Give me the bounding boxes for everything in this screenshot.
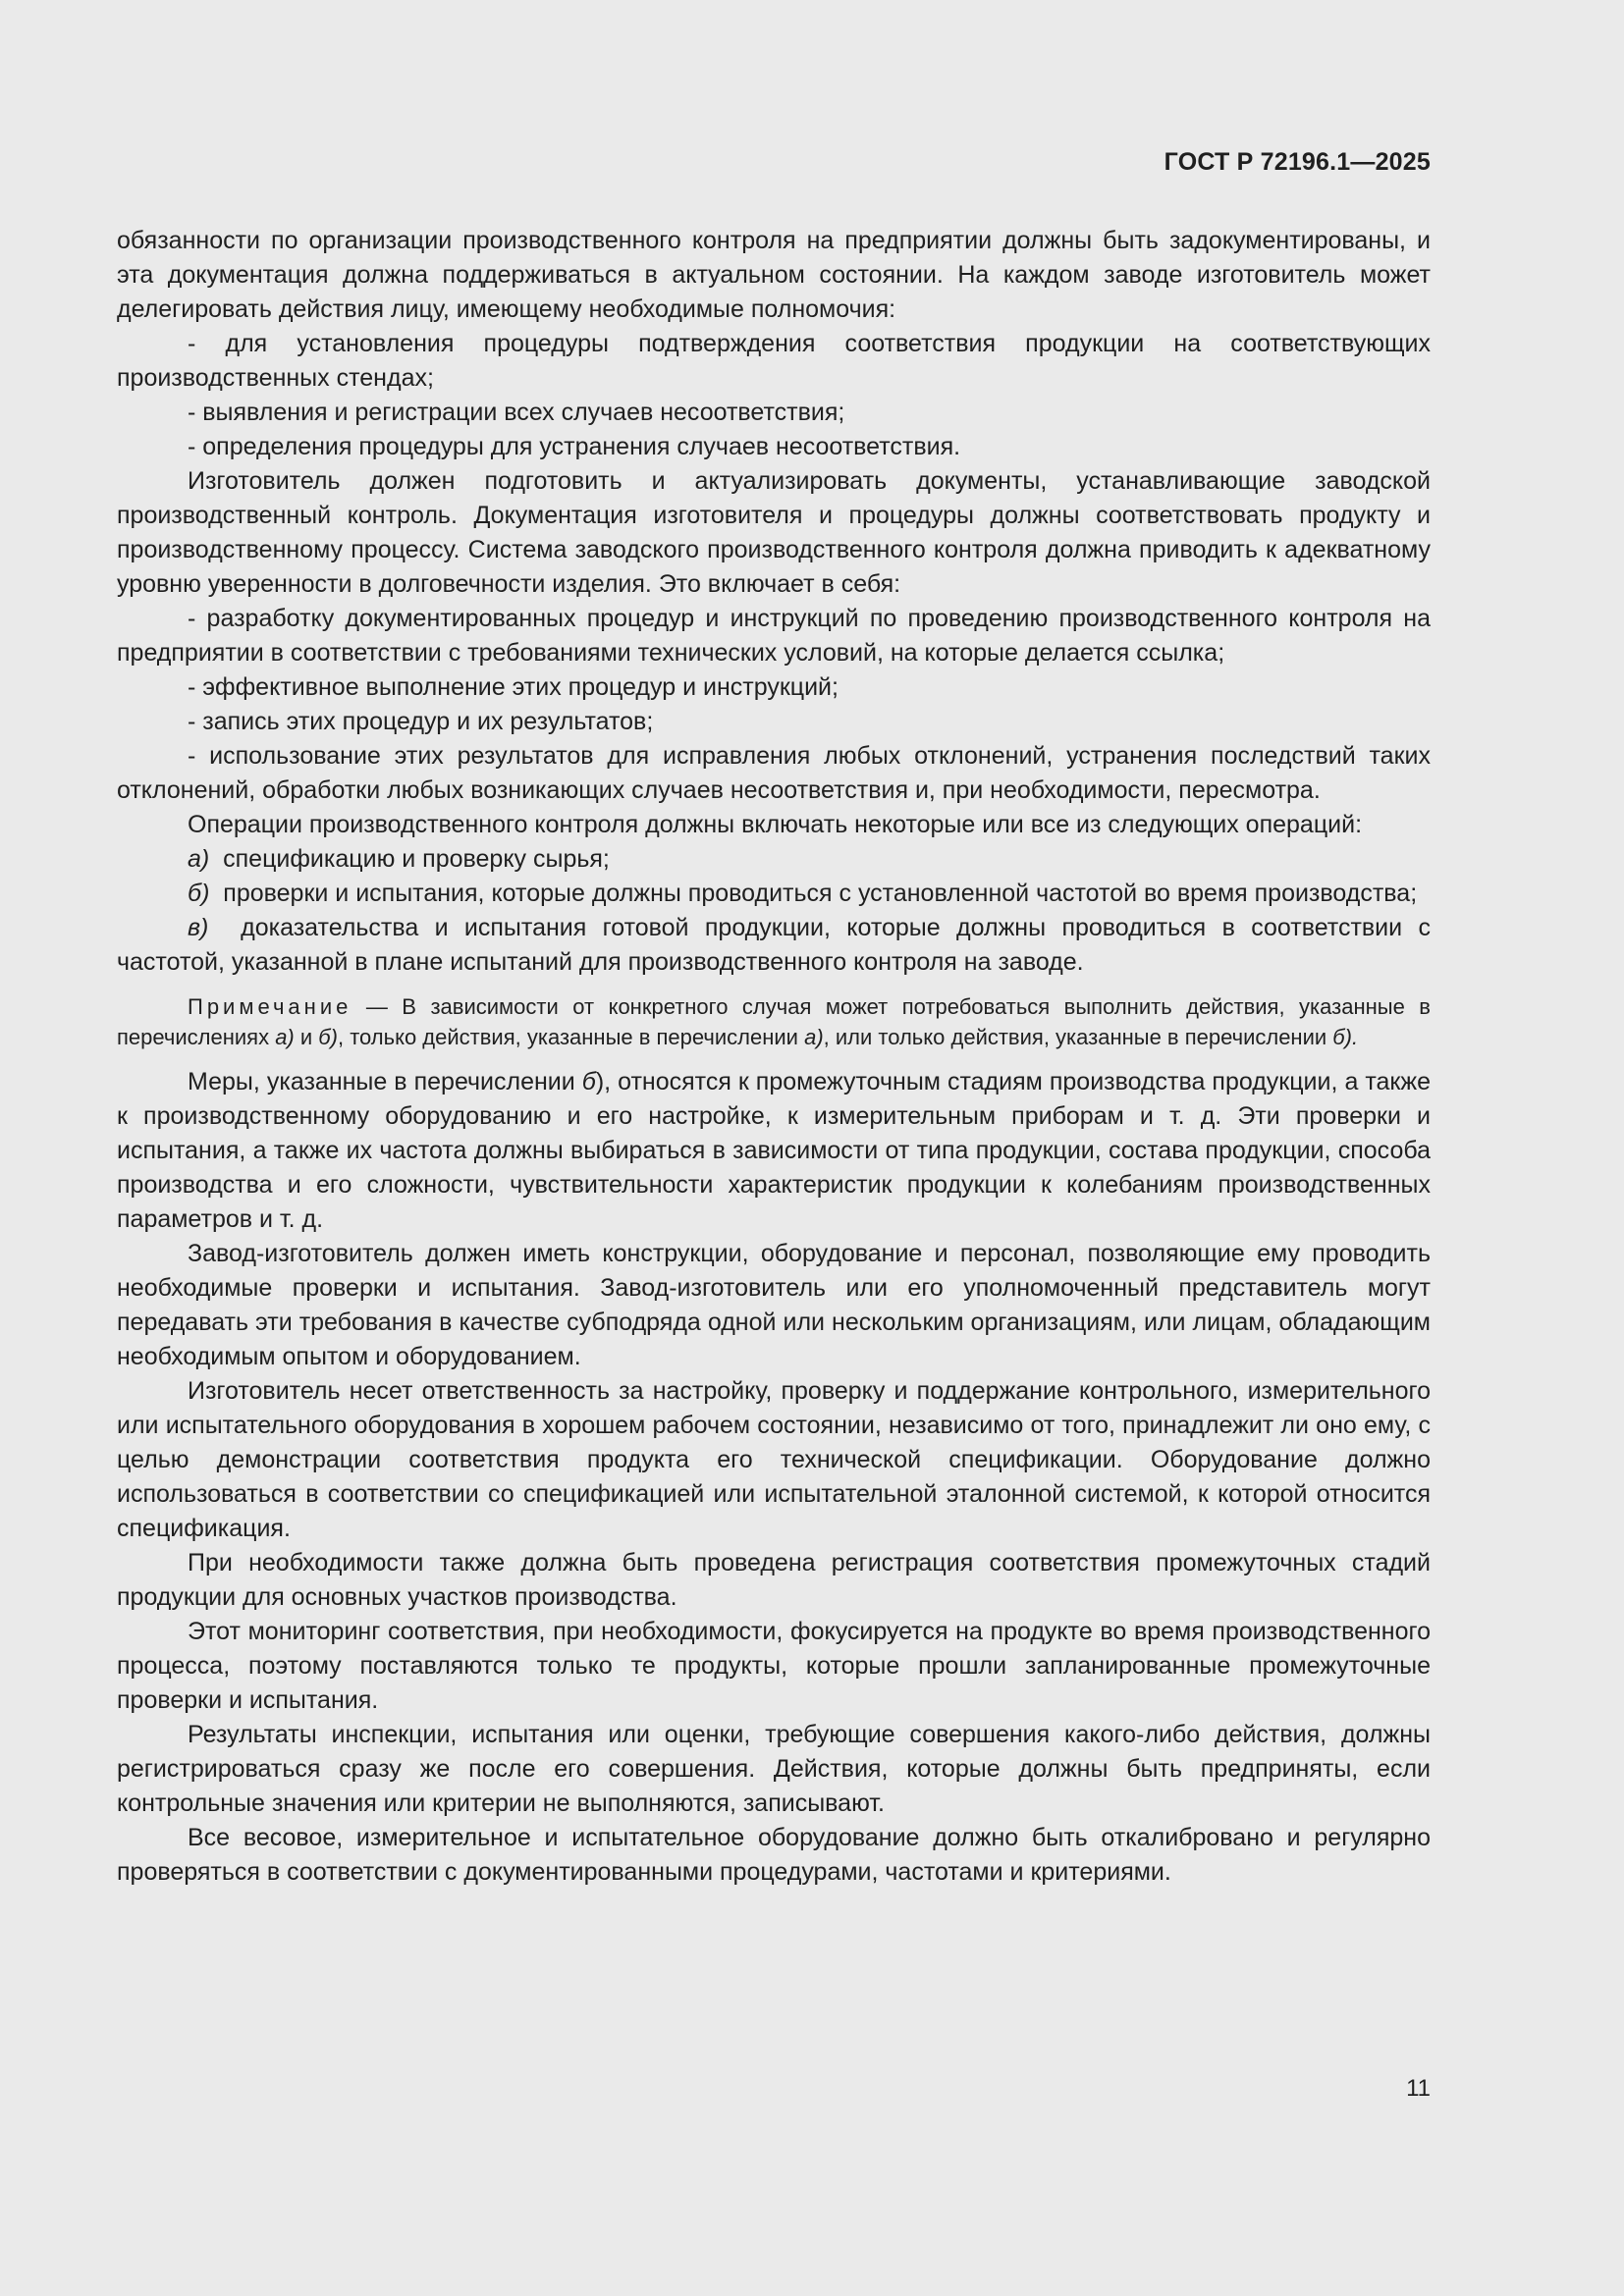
list-item-effective-execution: - эффективное выполнение этих процедур и инструкций; [188, 673, 839, 701]
enumeration-item-a [117, 842, 1431, 877]
page-number: 11 [1406, 2075, 1431, 2102]
enumeration-text-a: спецификацию и проверку сырья; [223, 845, 610, 873]
document-body [117, 224, 1431, 1890]
paragraph-measures [117, 1065, 1431, 1237]
note-label: Примечание [188, 994, 352, 1019]
enumeration-label-b: б) [188, 880, 210, 907]
enumeration-label-a: а) [188, 845, 210, 873]
paragraph-duties: обязанности по организации производственного контроля на предприятии должны быть задокументированы, и эта документация должна поддерживаться в актуальном состоянии. На каждом заводе изготовитель может делегировать действия лицу, имеющему необходимые полномочия: [117, 227, 1431, 323]
paragraph-monitoring: Этот мониторинг соответствия, при необходимости, фокусируется на продукте во время производственного процесса, поэтому поставляются только те продукты, которые прошли запланированные промежуточные проверки и испытания. [117, 1618, 1431, 1714]
paragraph-equipment-responsibility: Изготовитель несет ответственность за настройку, проверку и поддержание контрольного, измерительного или испытательного оборудования в хорошем рабочем состоянии, независимо от того, принадлежит ли оно ему, с целью демонстрации соответствия продукта его технической спецификации. Оборудование должно использоваться в соответствии со спецификацией или испытательной эталонной системой, к которой относится спецификация. [117, 1377, 1431, 1542]
paragraph-intermediate-registration: При необходимости также должна быть проведена регистрация соответствия промежуточных стадий продукции для основных участков производства. [117, 1549, 1431, 1611]
paragraph-inspection-results: Результаты инспекции, испытания или оценки, требующие совершения какого-либо действия, должны регистрироваться сразу же после его совершения. Действия, которые должны быть предприняты, если контрольные значения или критерии не выполняются, записывают. [117, 1721, 1431, 1817]
paragraph-calibration: Все весовое, измерительное и испытательное оборудование должно быть откалибровано и регулярно проверяться в соответствии с документированными процедурами, частотами и критериями. [117, 1824, 1431, 1886]
measures-text-start: Меры, указанные в перечислении [188, 1068, 582, 1095]
enumeration-item-c [117, 911, 1431, 980]
enumeration-item-b [117, 877, 1431, 911]
standard-header: ГОСТ Р 72196.1—2025 [1164, 148, 1431, 176]
measures-text-end: ), относятся к промежуточным стадиям производства продукции, а также к производственному оборудованию и его настройке, к измерительным приборам и т. д. Эти проверки и испытания, а также их частота должны выбираться в зависимости от типа продукции, состава продукции, способа производства и его сложности, чувствительности характеристик продукции к колебаниям производственных параметров и т. д. [117, 1068, 1431, 1233]
note-reference-a-2: а) [804, 1025, 824, 1049]
enumeration-text-c: доказательства и испытания готовой продукции, которые должны проводиться в соответствии с частотой, указанной в плане испытаний для производственного контроля на заводе. [117, 914, 1431, 976]
list-item-procedures-development: - разработку документированных процедур и инструкций по проведению производственного контроля на предприятии в соответствии с требованиями технических условий, на которые делается ссылка; [117, 605, 1431, 667]
note-text-2: и [294, 1025, 319, 1049]
note-text-1: — В зависимости от конкретного случая может потребоваться выполнить действия, указанные в перечислениях [117, 994, 1431, 1049]
note-reference-b-1: б) [318, 1025, 338, 1049]
enumeration-text-b: проверки и испытания, которые должны проводиться с установленной частотой во время производства; [223, 880, 1418, 907]
measures-reference: б [581, 1068, 596, 1095]
paragraph-control-operations: Операции производственного контроля должны включать некоторые или все из следующих операций: [188, 811, 1363, 838]
note-text-3: , только действия, указанные в перечислении [337, 1025, 805, 1049]
note-text-4: , или только действия, указанные в перечислении [823, 1025, 1333, 1049]
enumeration-label-c: в) [188, 914, 209, 941]
note [117, 991, 1431, 1052]
paragraph-plant-resources: Завод-изготовитель должен иметь конструкции, оборудование и персонал, позволяющие ему проводить необходимые проверки и испытания. Завод-изготовитель или его уполномоченный представитель могут передавать эти требования в качестве субподряда одной или нескольким организациям, или лицам, обладающим необходимым опытом и оборудованием. [117, 1240, 1431, 1370]
list-item-deviations-correction: - использование этих результатов для исправления любых отклонений, устранения последствий таких отклонений, обработки любых возникающих случаев несоответствия и, при необходимости, пересмотра. [117, 742, 1431, 804]
list-item-records: - запись этих процедур и их результатов; [188, 708, 654, 735]
list-item-nonconformity-procedure: - определения процедуры для устранения случаев несоответствия. [188, 433, 961, 460]
note-reference-b-2: б). [1332, 1025, 1359, 1049]
paragraph-documentation: Изготовитель должен подготовить и актуализировать документы, устанавливающие заводской производственный контроль. Документация изготовителя и процедуры должны соответствовать продукту и производственному процессу. Система заводского производственного контроля должна приводить к адекватному уровню уверенности в долговечности изделия. Это включает в себя: [117, 467, 1431, 598]
list-item-nonconformity-registration: - выявления и регистрации всех случаев несоответствия; [188, 399, 845, 426]
list-item-stands: - для установления процедуры подтверждения соответствия продукции на соответствующих производственных стендах; [117, 330, 1431, 392]
note-reference-a-1: а) [275, 1025, 295, 1049]
